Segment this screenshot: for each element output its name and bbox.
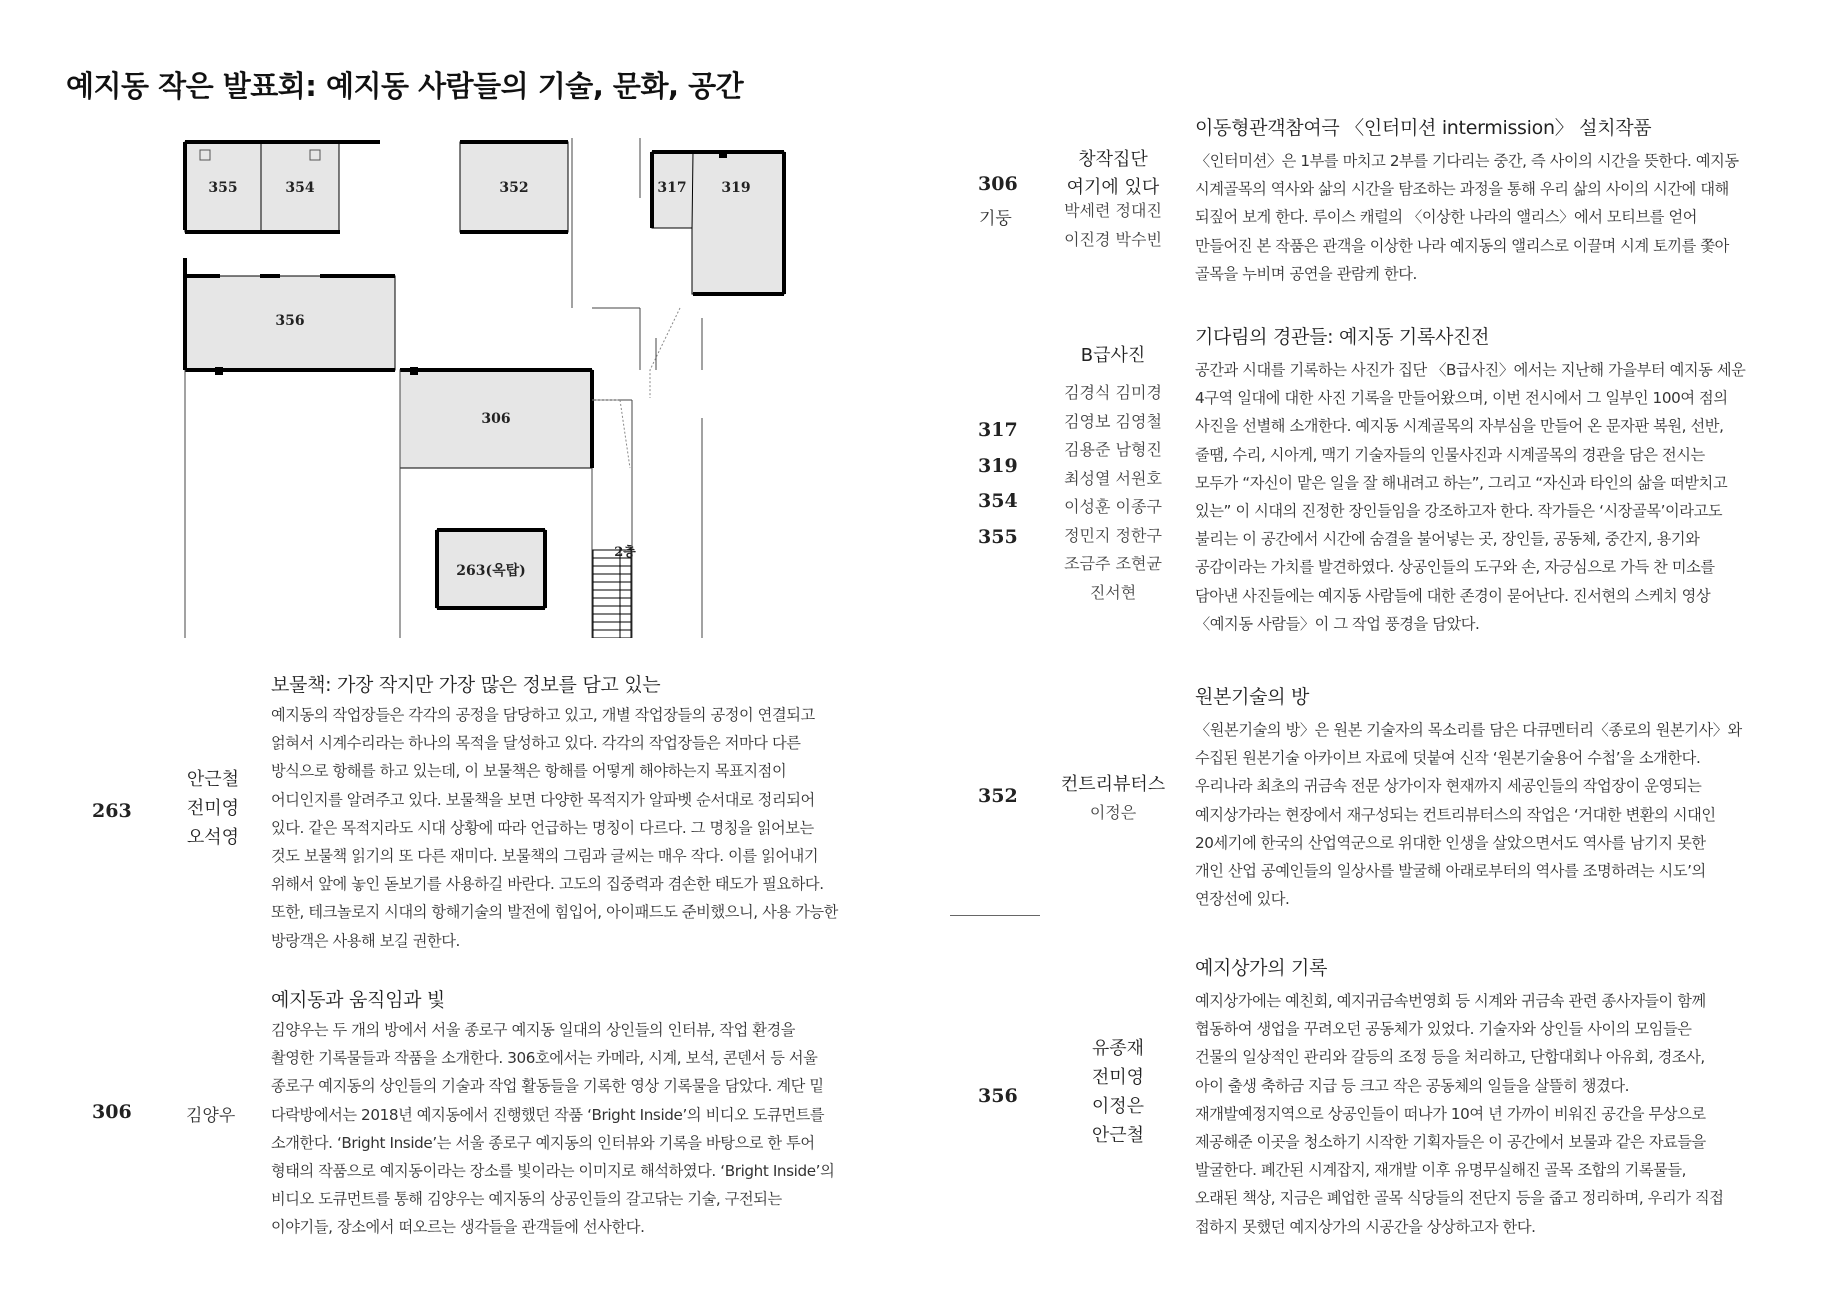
- treasure-artist: 전미영: [186, 798, 240, 819]
- stairs-label: 2층: [614, 545, 636, 560]
- text-line: 있는” 이 시대의 진정한 장인들임을 강조하고자 한다. 작가들은 ‘시장골목’이라고도: [1195, 501, 1723, 520]
- room-label-352: 352: [499, 180, 529, 196]
- member-line: 정민지 정한구: [1064, 525, 1162, 545]
- room-label-356: 356: [275, 313, 305, 329]
- record-title: 예지상가의 기록: [1195, 957, 1328, 979]
- text-line: 위해서 앞에 놓인 돋보기를 사용하길 바란다. 고도의 집중력과 겸손한 태도가 필요하다.: [271, 875, 824, 894]
- waiting-members: [1048, 379, 1178, 607]
- text-line: 방식으로 항해를 하고 있는데, 이 보물책은 항해를 어떻게 해야하는지 목표지점이: [271, 762, 787, 781]
- text-line: 줄땜, 수리, 시아게, 맥기 기술자들의 인물사진과 시계골목의 경관을 담은 전시는: [1195, 445, 1705, 464]
- text-line: 공감이라는 가치를 발견하였다. 상공인들의 도구와 손, 자긍심으로 가득 찬 미소를: [1195, 558, 1715, 577]
- treasure-title: 보물책: 가장 작지만 가장 많은 정보를 담고 있는: [271, 674, 661, 696]
- member-line: 진서현: [1089, 582, 1137, 602]
- intermission-group: [1048, 146, 1178, 202]
- text-line: 재개발예정지역으로 상공인들이 떠나가 10여 년 가까이 비워진 공간을 무상으로: [1195, 1104, 1706, 1123]
- room-number: 317: [978, 419, 1018, 441]
- text-line: 접하지 못했던 예지상가의 시공간을 상상하고자 한다.: [1195, 1217, 1536, 1236]
- waiting-group: B급사진: [1080, 345, 1146, 366]
- page-title: 예지동 작은 발표회: 예지동 사람들의 기술, 문화, 공간: [66, 69, 744, 103]
- intermission-members: [1048, 197, 1178, 254]
- waiting-description: [1195, 356, 1815, 638]
- text-line: 오래된 책상, 지금은 폐업한 골목 식당들의 전단지 등을 줍고 정리하며, 우리가 직접: [1195, 1189, 1724, 1208]
- text-line: 〈인터미션〉은 1부를 마치고 2부를 기다리는 중간, 즉 사이의 시간을 뜻한다. 예지동: [1195, 152, 1739, 170]
- text-line: 다락방에서는 2018년 예지동에서 진행했던 작품 ‘Bright Inside’의 비디오 도큐먼트를: [271, 1105, 825, 1124]
- group-name-line: 창작집단: [1078, 149, 1148, 170]
- record-name: 이정은: [1091, 1096, 1145, 1117]
- intermission-room-sub: 기둥: [979, 209, 1012, 229]
- text-line: 건물의 일상적인 관리와 갈등의 조정 등을 처리하고, 단합대회나 아유회, 경조사,: [1195, 1048, 1705, 1067]
- treasure-artist: 안근철: [186, 769, 240, 790]
- member-line: 김용준 남형진: [1064, 440, 1162, 459]
- text-line: 예지상가라는 현장에서 재구성되는 컨트리뷰터스의 작업은 ‘거대한 변환의 시대인: [1195, 805, 1716, 824]
- movement-title: 예지동과 움직임과 빛: [271, 989, 445, 1011]
- text-line: 발굴한다. 폐간된 시계잡지, 재개발 이후 유명무실해진 골목 조합의 기록물들,: [1195, 1161, 1687, 1180]
- record-name: 안근철: [1091, 1125, 1145, 1146]
- movement-description: [271, 1016, 911, 1242]
- original-member: 이정은: [1089, 803, 1137, 822]
- treasure-artists: [183, 765, 243, 852]
- intermission-title: 이동형관객참여극 〈인터미션 intermission〉 설치작품: [1195, 117, 1652, 139]
- original-description: [1195, 716, 1815, 913]
- member-line: 김영보 김영철: [1064, 411, 1162, 431]
- text-line: 〈원본기술의 방〉은 원본 기술자의 목소리를 담은 다큐멘터리〈종로의 원본기사〉와: [1195, 721, 1742, 739]
- pillar-2: [410, 367, 418, 375]
- text-line: 사진을 선별해 소개한다. 예지동 시계골목의 자부심을 만들어 온 문자판 복원, 선반,: [1195, 417, 1724, 436]
- stairs-shape: [593, 550, 631, 638]
- waiting-title: 기다림의 경관들: 예지동 기록사진전: [1195, 326, 1490, 348]
- text-line: 우리나라 최초의 귀금속 전문 상가이자 현재까지 세공인들의 작업장이 운영되는: [1195, 777, 1702, 796]
- member-line: 박세련 정대진: [1064, 201, 1162, 220]
- movement-room-number: 306: [92, 1101, 132, 1123]
- member-line: 조금주 조현균: [1064, 554, 1162, 573]
- floor-plan: [180, 138, 800, 638]
- text-line: 수집된 원본기술 아카이브 자료에 덧붙여 신작 ‘원본기술용어 수첩’을 소개한다.: [1195, 749, 1701, 768]
- room-label-319: 319: [721, 180, 751, 196]
- room-label-354: 354: [285, 180, 315, 196]
- record-name: 유종재: [1091, 1038, 1145, 1059]
- waiting-room-numbers: [978, 413, 1018, 555]
- text-line: 시계골목의 역사와 삶의 시간을 탐조하는 과정을 통해 우리 삶의 사이의 시간에 대해: [1195, 180, 1729, 199]
- record-names: [1088, 1034, 1148, 1150]
- text-line: 되짚어 보게 한다. 루이스 캐럴의 〈이상한 나라의 앨리스〉에서 모티브를 얻어: [1195, 208, 1697, 227]
- member-line: 김경식 김미경: [1064, 383, 1162, 402]
- original-room-number: 352: [978, 785, 1018, 807]
- member-line: 이성훈 이종구: [1064, 497, 1162, 516]
- text-line: 어디인지를 알려주고 있다. 보물책을 보면 다양한 목적지가 알파벳 순서대로 정리되어: [271, 790, 815, 809]
- floor-plan-dotted-lines: [592, 308, 680, 468]
- room-label-263: 263(옥탑): [456, 563, 526, 579]
- room-319-shape: [692, 152, 784, 294]
- text-line: 4구역 일대에 대한 사진 기록을 만들어왔으며, 이번 전시에서 그 일부인 100여 점의: [1195, 389, 1728, 408]
- room-label-306: 306: [481, 411, 511, 427]
- intermission-room-number: 306: [978, 173, 1018, 195]
- record-name: 전미영: [1091, 1067, 1145, 1088]
- text-line: 협동하여 생업을 꾸려오던 공동체가 있었다. 기술자와 상인들 사이의 모임들은: [1195, 1020, 1692, 1039]
- text-line: 김양우는 두 개의 방에서 서울 종로구 예지동 일대의 상인들의 인터뷰, 작업 환경을: [271, 1021, 796, 1039]
- movement-artist: 김양우: [186, 1106, 236, 1126]
- member-line: 이진경 박수빈: [1064, 229, 1162, 249]
- text-line: 이야기들, 장소에서 떠오르는 생각들을 관객들에 선사한다.: [271, 1218, 645, 1237]
- text-line: 예지동의 작업장들은 각각의 공정을 담당하고 있고, 개별 작업장들의 공정이 연결되고: [271, 706, 815, 724]
- text-line: 방랑객은 사용해 보길 권한다.: [271, 931, 460, 950]
- text-line: 담아낸 사진들에는 예지동 사람들에 대한 존경이 묻어난다. 진서현의 스케치 영상: [1195, 586, 1711, 605]
- text-line: 형태의 작품으로 예지동이라는 장소를 빛이라는 이미지로 해석하였다. ‘Bright Inside’의: [271, 1161, 835, 1180]
- text-line: 공간과 시대를 기록하는 사진가 집단 〈B급사진〉에서는 지난해 가을부터 예지동 세운: [1195, 361, 1746, 379]
- member-line: 최성열 서원호: [1064, 468, 1162, 488]
- record-description: [1195, 987, 1815, 1241]
- text-line: 소개한다. ‘Bright Inside’는 서울 종로구 예지동의 인터뷰와 기록을 바탕으로 한 투어: [271, 1133, 815, 1152]
- intermission-description: [1195, 147, 1815, 288]
- group-name-line: 여기에 있다: [1066, 177, 1160, 198]
- text-line: 종로구 예지동의 상인들의 기술과 작업 활동들을 기록한 영상 기록물을 담았다. 계단 밑: [271, 1077, 824, 1096]
- room-number: 319: [978, 454, 1018, 477]
- text-line: 연장선에 있다.: [1195, 890, 1290, 909]
- room-number: 355: [978, 525, 1018, 548]
- text-line: 또한, 테크놀로지 시대의 항해기술의 발전에 힘입어, 아이패드도 준비했으니, 사용 가능한: [271, 903, 838, 922]
- room-number: 354: [978, 490, 1018, 512]
- treasure-artist: 오석영: [186, 827, 240, 848]
- text-line: 개인 산업 공예인들의 일상사를 발굴해 아래로부터의 역사를 조명하려는 시도’의: [1195, 861, 1706, 880]
- text-line: 골목을 누비며 공연을 관람케 한다.: [1195, 264, 1417, 283]
- text-line: 〈예지동 사람들〉이 그 작업 풍경을 담았다.: [1195, 614, 1480, 633]
- pillar-3: [719, 150, 727, 158]
- text-line: 제공해준 이곳을 청소하기 시작한 기획자들은 이 공간에서 보물과 같은 자료들을: [1195, 1132, 1706, 1151]
- text-line: 예지상가에는 예친회, 예지귀금속번영회 등 시계와 귀금속 관련 종사자들이 함께: [1195, 992, 1706, 1010]
- text-line: 만들어진 본 작품은 관객을 이상한 나라 예지동의 앨리스로 이끌며 시계 토끼를 쫓아: [1195, 236, 1729, 255]
- text-line: 촬영한 기록물들과 작품을 소개한다. 306호에서는 카메라, 시계, 보석, 콘덴서 등 서울: [271, 1049, 818, 1068]
- pillar-1: [215, 367, 223, 375]
- treasure-room-number: 263: [92, 800, 132, 822]
- original-group: 컨트리뷰터스: [1060, 774, 1166, 795]
- divider: [950, 915, 1040, 916]
- room-label-355: 355: [208, 180, 238, 196]
- treasure-description: [271, 701, 911, 955]
- text-line: 얽혀서 시계수리라는 하나의 목적을 달성하고 있다. 각각의 작업장들은 저마다 다른: [271, 734, 801, 753]
- original-title: 원본기술의 방: [1195, 686, 1310, 708]
- text-line: 20세기에 한국의 산업역군으로 위대한 인생을 살았으면서도 역사를 남기지 못한: [1195, 833, 1706, 852]
- floor-plan-svg: [180, 138, 800, 638]
- text-line: 불리는 이 공간에서 시간에 숨결을 불어넣는 곳, 장인들, 공동체, 중간지, 용기와: [1195, 530, 1700, 549]
- text-line: 것도 보물책 읽기의 또 다른 재미다. 보물책의 그림과 글씨는 매우 작다. 이를 읽어내기: [271, 846, 819, 865]
- record-room-number: 356: [978, 1085, 1018, 1107]
- text-line: 있다. 같은 목적지라도 시대 상황에 따라 언급하는 명칭이 다르다. 그 명칭을 읽어보는: [271, 818, 814, 837]
- text-line: 모두가 “자신이 맡은 일을 잘 해내려고 하는”, 그리고 “자신과 타인의 삶을 떠받치고: [1195, 473, 1728, 492]
- text-line: 아이 출생 축하금 지급 등 크고 작은 공동체의 일들을 살뜰히 챙겼다.: [1195, 1076, 1630, 1095]
- room-label-317: 317: [657, 180, 687, 196]
- text-line: 비디오 도큐먼트를 통해 김양우는 예지동의 상공인들의 갈고닦는 기술, 구전되는: [271, 1190, 782, 1209]
